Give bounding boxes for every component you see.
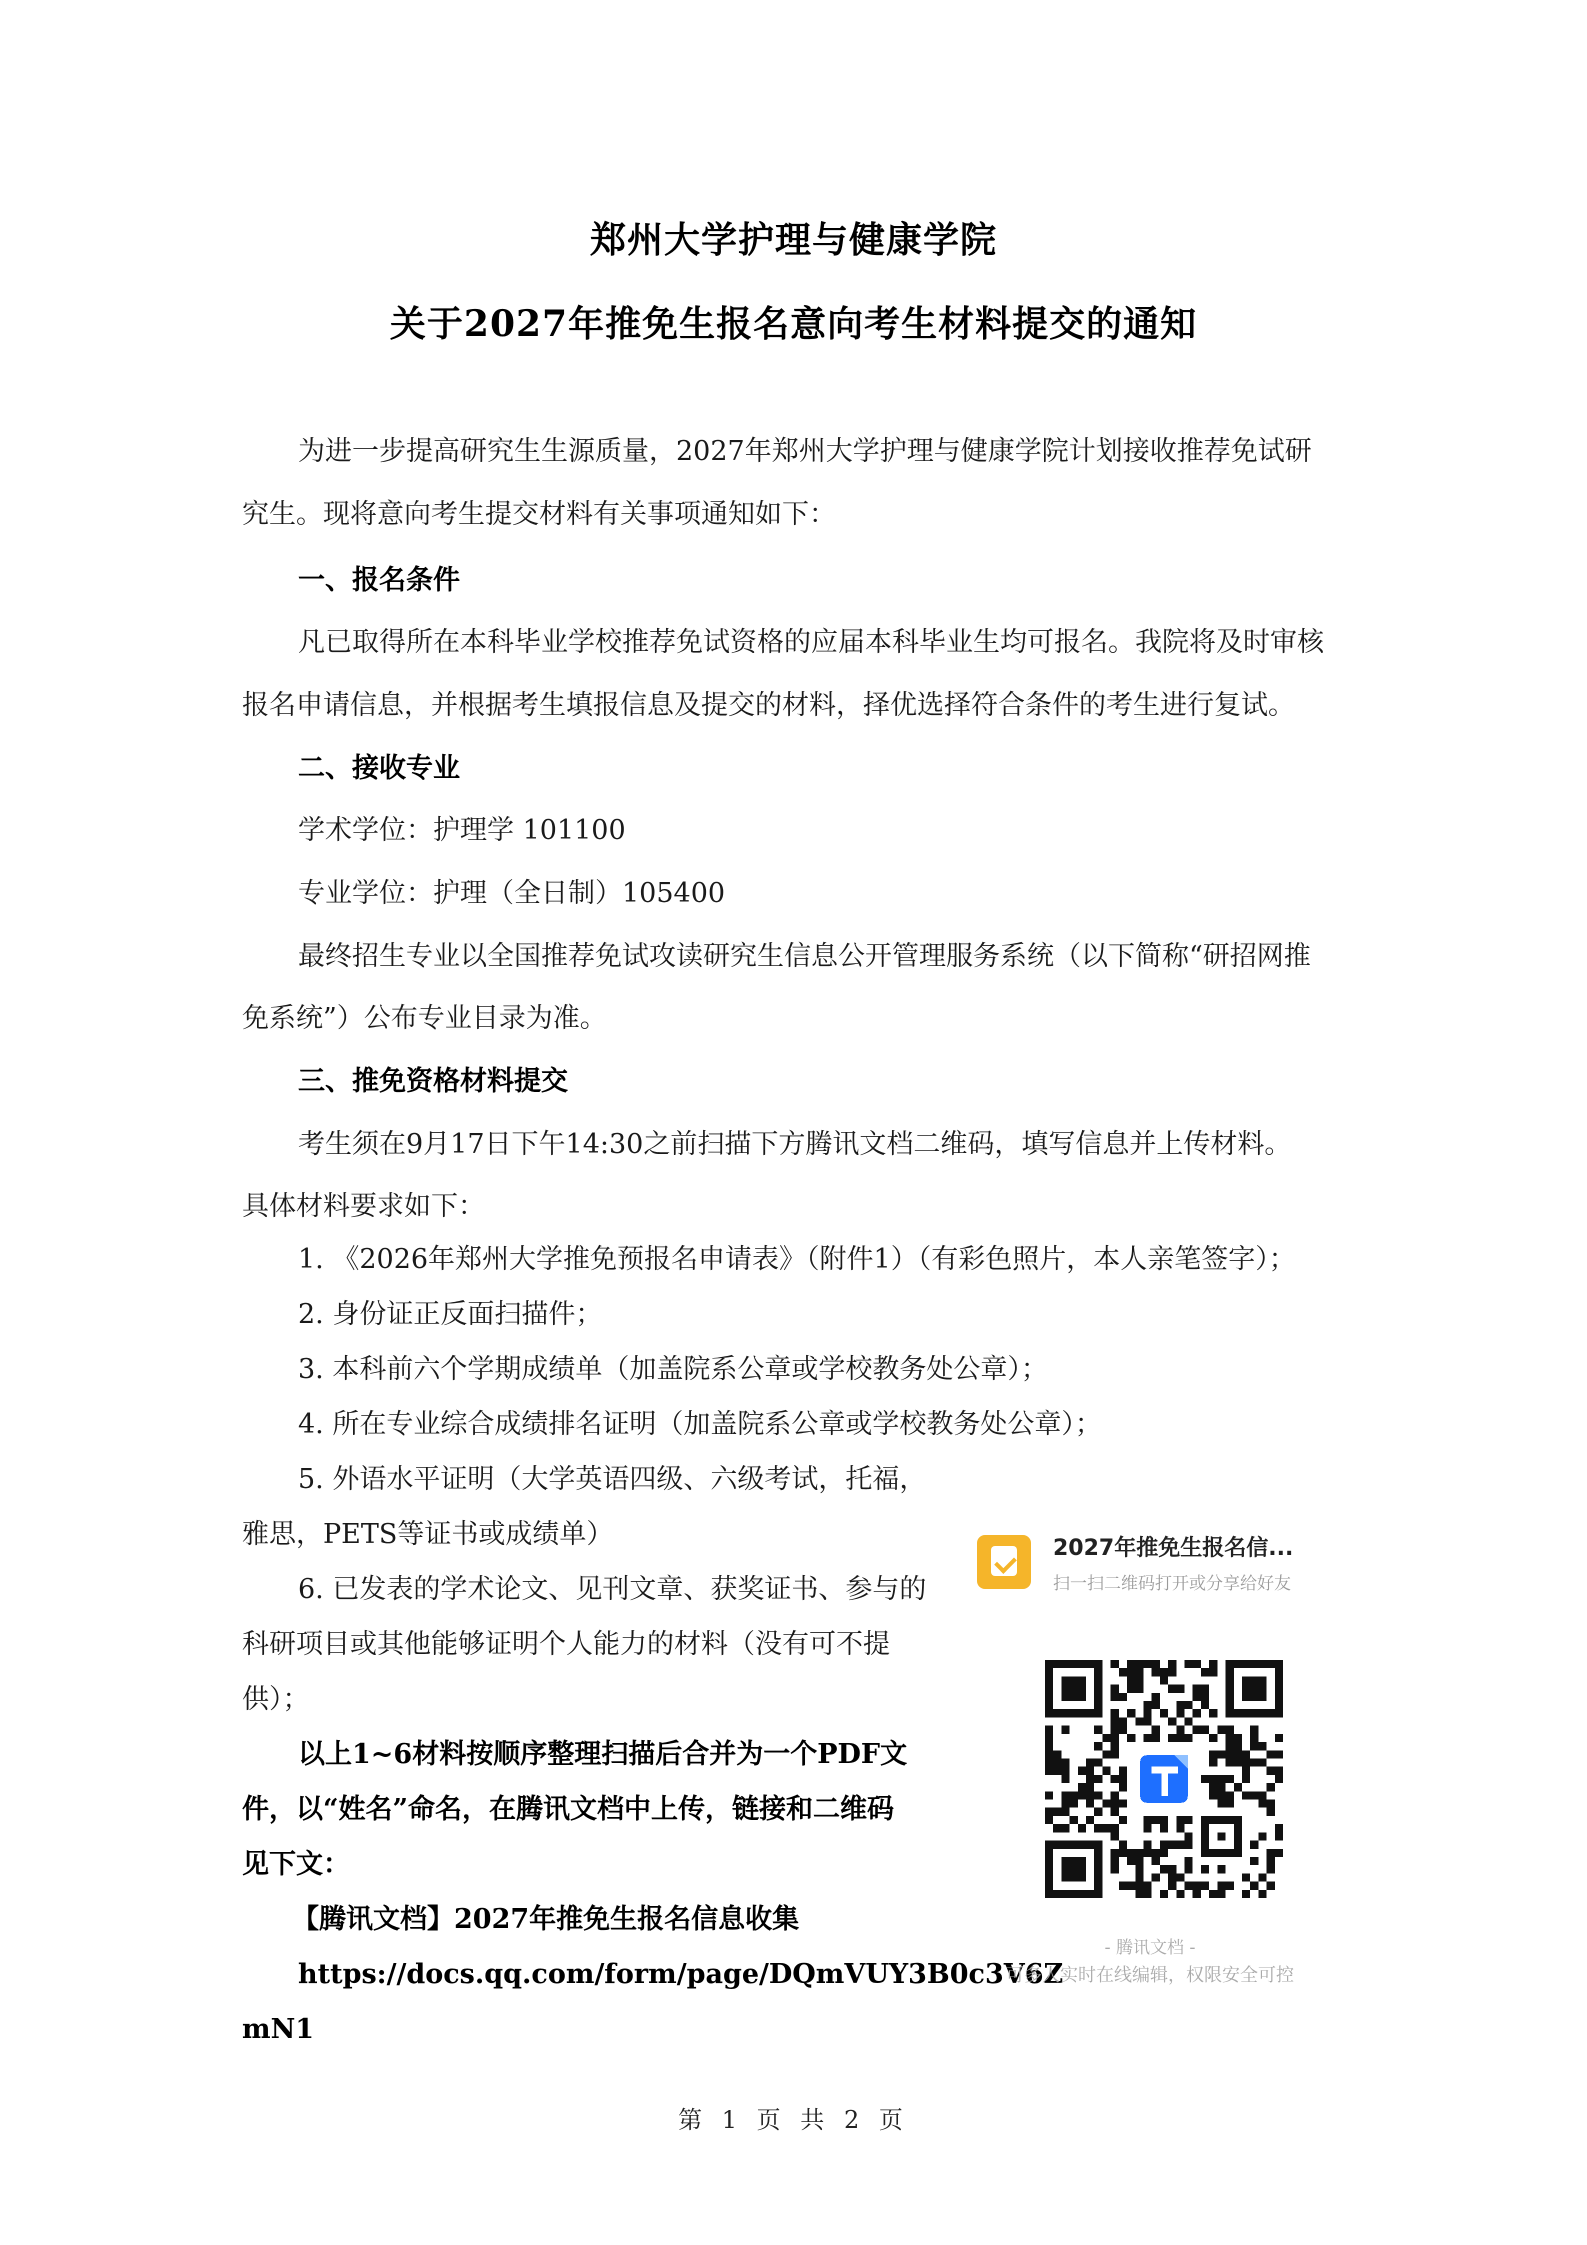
qr-share-card (965, 1515, 1335, 1995)
qr-module (1242, 1775, 1250, 1783)
qr-module (1061, 1824, 1069, 1832)
qr-module (1111, 1709, 1119, 1717)
qr-module (1111, 1742, 1119, 1750)
material-item-5-line-2: 雅思，PETS等证书或成绩单） (242, 1519, 614, 1550)
qr-module (1061, 1758, 1069, 1766)
qr-module (1234, 1750, 1242, 1758)
section-3-heading: 三、推免资格材料提交 (298, 1066, 568, 1097)
qr-module (1267, 1750, 1275, 1758)
qr-module (1111, 1685, 1119, 1693)
qr-module (1201, 1668, 1209, 1676)
qr-module (1143, 1841, 1151, 1849)
qr-module (1201, 1882, 1209, 1890)
qr-module (1160, 1709, 1168, 1717)
upload-note-line-2: 件，以“姓名”命名，在腾讯文档中上传，链接和二维码 (242, 1794, 895, 1825)
check-doc-icon (977, 1535, 1031, 1589)
qr-module (1143, 1709, 1151, 1717)
qr-module (1094, 1758, 1102, 1766)
qr-module (1234, 1758, 1242, 1766)
qr-module (1168, 1734, 1176, 1742)
qr-module (1193, 1693, 1201, 1701)
qr-module (1061, 1800, 1069, 1808)
qr-module (1152, 1726, 1160, 1734)
material-item-4: 4. 所在专业综合成绩排名证明（加盖院系公章或学校教务处公章）； (298, 1409, 1102, 1440)
qr-module (1143, 1882, 1151, 1890)
material-item-2: 2. 身份证正反面扫描件； (298, 1299, 603, 1330)
qr-module (1152, 1668, 1160, 1676)
qr-module (1242, 1750, 1250, 1758)
qr-module (1275, 1767, 1283, 1775)
qr-module (1070, 1791, 1078, 1799)
qr-module (1185, 1865, 1193, 1873)
qr-module (1226, 1882, 1234, 1890)
qr-module (1176, 1701, 1184, 1709)
document-title: 郑州大学护理与健康学院 (589, 219, 997, 261)
qr-module (1053, 1758, 1061, 1766)
qr-card-footer-brand: - 腾讯文档 - (1104, 1938, 1196, 1958)
qr-module (1250, 1791, 1258, 1799)
qr-module (1185, 1832, 1193, 1840)
qr-module (1234, 1734, 1242, 1742)
qr-module (1045, 1726, 1053, 1734)
qr-module (1160, 1676, 1168, 1684)
intro-line-1: 为进一步提高研究生生源质量，2027年郑州大学护理与健康学院计划接收推荐免试研 (298, 436, 1312, 467)
qr-module (1135, 1668, 1143, 1676)
qr-module (1152, 1734, 1160, 1742)
qr-module (1275, 1775, 1283, 1783)
qr-module (1267, 1849, 1275, 1857)
qr-module (1086, 1775, 1094, 1783)
qr-module (1143, 1734, 1151, 1742)
qr-module (1267, 1783, 1275, 1791)
qr-module (1061, 1775, 1069, 1783)
qr-module (1217, 1800, 1225, 1808)
qr-module (1111, 1800, 1119, 1808)
qr-module (1152, 1849, 1160, 1857)
qr-module (1143, 1890, 1151, 1898)
qr-module (1209, 1783, 1217, 1791)
material-item-6-line-3: 供）； (242, 1684, 310, 1715)
qr-module (1127, 1857, 1135, 1865)
qr-module (1045, 1742, 1053, 1750)
qr-module (1275, 1750, 1283, 1758)
qr-module (1152, 1701, 1160, 1709)
qr-module (1242, 1767, 1250, 1775)
qr-module (1119, 1816, 1127, 1824)
qr-module (1258, 1832, 1266, 1840)
section-1-line-1: 凡已取得所在本科毕业学校推荐免试资格的应届本科毕业生均可报名。我院将及时审核 (298, 627, 1324, 658)
qr-module (1226, 1742, 1234, 1750)
qr-module (1242, 1758, 1250, 1766)
qr-module (1275, 1849, 1283, 1857)
qr-module (1127, 1660, 1135, 1668)
qr-module (1111, 1750, 1119, 1758)
qr-card-footer-slogan: 可多人实时在线编辑，权限安全可控 (1006, 1965, 1294, 1986)
qr-module (1209, 1668, 1217, 1676)
qr-module (1250, 1841, 1258, 1849)
qr-module (1143, 1824, 1151, 1832)
qr-module (1135, 1882, 1143, 1890)
qr-module (1193, 1890, 1201, 1898)
qr-module (1209, 1750, 1217, 1758)
qr-module (1119, 1841, 1127, 1849)
qr-module (1053, 1767, 1061, 1775)
qr-module (1086, 1791, 1094, 1799)
qr-module (1111, 1832, 1119, 1840)
qr-module (1168, 1865, 1176, 1873)
qr-module (1168, 1882, 1176, 1890)
qr-module (1135, 1717, 1143, 1725)
qr-module (1209, 1734, 1217, 1742)
qr-module (1176, 1890, 1184, 1898)
page-footer: 第 1 页 共 2 页 (678, 2106, 909, 2134)
qr-module (1127, 1685, 1135, 1693)
qr-module (1102, 1767, 1110, 1775)
qr-module (1119, 1783, 1127, 1791)
qr-code[interactable] (1045, 1660, 1283, 1898)
qr-module (1209, 1890, 1217, 1898)
qr-module (1201, 1865, 1209, 1873)
qr-module (1193, 1660, 1201, 1668)
qr-module (1176, 1841, 1184, 1849)
qr-module (1176, 1816, 1184, 1824)
qr-module (1267, 1857, 1275, 1865)
qr-module (1086, 1800, 1094, 1808)
qr-module (1242, 1890, 1250, 1898)
qr-module (1217, 1890, 1225, 1898)
qr-module (1185, 1857, 1193, 1865)
qr-module (1160, 1816, 1168, 1824)
qr-module (1078, 1783, 1086, 1791)
qr-module (1094, 1775, 1102, 1783)
qr-module (1111, 1791, 1119, 1799)
qr-module (1201, 1701, 1209, 1709)
qr-module (1250, 1882, 1258, 1890)
qr-module (1217, 1882, 1225, 1890)
qr-module (1226, 1758, 1234, 1766)
qr-module (1119, 1717, 1127, 1725)
qr-module (1102, 1750, 1110, 1758)
qr-module (1185, 1816, 1193, 1824)
qr-module (1119, 1693, 1127, 1701)
tencent-doc-link-url-cont[interactable]: mN1 (242, 2014, 315, 2045)
qr-module (1111, 1717, 1119, 1725)
material-item-5-line-1: 5. 外语水平证明（大学英语四级、六级考试，托福， (298, 1464, 927, 1495)
qr-module (1119, 1849, 1127, 1857)
qr-module (1267, 1808, 1275, 1816)
qr-module (1078, 1767, 1086, 1775)
qr-module (1152, 1857, 1160, 1865)
professional-degree: 专业学位：护理（全日制）105400 (298, 878, 726, 909)
qr-module (1258, 1742, 1266, 1750)
section-2-note-1: 最终招生专业以全国推荐免试攻读研究生信息公开管理服务系统（以下简称“研招网推 (298, 941, 1311, 972)
qr-module (1209, 1660, 1217, 1668)
qr-module (1045, 1816, 1053, 1824)
qr-module (1053, 1824, 1061, 1832)
qr-module (1045, 1758, 1053, 1766)
material-item-6-line-1: 6. 已发表的学术论文、见刊文章、获奖证书、参与的 (298, 1574, 927, 1605)
deadline-line-1: 考生须在9月17日下午14:30之前扫描下方腾讯文档二维码，填写信息并上传材料。 (298, 1129, 1292, 1160)
qr-module (1135, 1865, 1143, 1873)
qr-module (1111, 1660, 1119, 1668)
qr-module (1176, 1824, 1184, 1832)
qr-module (1242, 1873, 1250, 1881)
document-subtitle: 关于2027年推免生报名意向考生材料提交的通知 (389, 303, 1198, 345)
qr-module (1070, 1800, 1078, 1808)
qr-module (1135, 1660, 1143, 1668)
intro-line-2: 究生。现将意向考生提交材料有关事项通知如下： (242, 499, 836, 530)
qr-module (1160, 1890, 1168, 1898)
qr-module (1234, 1742, 1242, 1750)
qr-module (1152, 1873, 1160, 1881)
qr-module (1078, 1824, 1086, 1832)
qr-module (1061, 1791, 1069, 1799)
qr-module (1086, 1758, 1094, 1766)
qr-module (1226, 1775, 1234, 1783)
qr-module (1258, 1791, 1266, 1799)
qr-module (1185, 1734, 1193, 1742)
qr-module (1226, 1734, 1234, 1742)
qr-module (1143, 1701, 1151, 1709)
qr-module (1176, 1873, 1184, 1881)
qr-module (1127, 1882, 1135, 1890)
qr-module (1267, 1882, 1275, 1890)
qr-module (1209, 1791, 1217, 1799)
qr-module (1135, 1890, 1143, 1898)
qr-module (1258, 1758, 1266, 1766)
qr-module (1152, 1693, 1160, 1701)
upload-note-line-1: 以上1~6材料按顺序整理扫描后合并为一个PDF文 (298, 1739, 908, 1770)
qr-module (1226, 1726, 1234, 1734)
qr-module (1160, 1824, 1168, 1832)
qr-module (1127, 1709, 1135, 1717)
qr-module (1234, 1783, 1242, 1791)
qr-module (1201, 1775, 1209, 1783)
qr-module (1267, 1865, 1275, 1873)
qr-module (1086, 1816, 1094, 1824)
qr-module (1094, 1824, 1102, 1832)
qr-module (1160, 1849, 1168, 1857)
section-2-heading: 二、接收专业 (298, 753, 460, 784)
qr-module (1127, 1734, 1135, 1742)
qr-module (1168, 1668, 1176, 1676)
qr-module (1185, 1660, 1193, 1668)
qr-module (1119, 1668, 1127, 1676)
qr-module (1185, 1841, 1193, 1849)
qr-module (1185, 1882, 1193, 1890)
qr-module (1250, 1742, 1258, 1750)
qr-module (1086, 1783, 1094, 1791)
qr-module (1209, 1758, 1217, 1766)
qr-module (1119, 1767, 1127, 1775)
qr-module (1127, 1849, 1135, 1857)
qr-module (1111, 1849, 1119, 1857)
section-1-heading: 一、报名条件 (298, 565, 460, 596)
qr-module (1242, 1791, 1250, 1799)
qr-module (1275, 1824, 1283, 1832)
qr-module (1201, 1726, 1209, 1734)
qr-module (1053, 1808, 1061, 1816)
qr-module (1185, 1717, 1193, 1725)
qr-module (1267, 1800, 1275, 1808)
qr-module (1217, 1775, 1225, 1783)
qr-module (1119, 1882, 1127, 1890)
qr-module (1152, 1660, 1160, 1668)
qr-module (1168, 1873, 1176, 1881)
qr-module (1209, 1775, 1217, 1783)
qr-module (1045, 1791, 1053, 1799)
qr-module (1102, 1734, 1110, 1742)
deadline-line-2: 具体材料要求如下： (242, 1191, 485, 1222)
qr-module (1160, 1668, 1168, 1676)
qr-module (1111, 1693, 1119, 1701)
qr-module (1217, 1726, 1225, 1734)
qr-module (1168, 1717, 1176, 1725)
qr-card-subtitle: 扫一扫二维码打开或分享给好友 (1053, 1574, 1291, 1594)
qr-module (1267, 1767, 1275, 1775)
qr-module (1258, 1890, 1266, 1898)
qr-module (1078, 1791, 1086, 1799)
qr-module (1258, 1873, 1266, 1881)
qr-module (1143, 1849, 1151, 1857)
qr-module (1111, 1808, 1119, 1816)
qr-module (1275, 1832, 1283, 1840)
qr-module (1193, 1726, 1201, 1734)
qr-module (1168, 1660, 1176, 1668)
qr-module (1250, 1734, 1258, 1742)
qr-module (1217, 1865, 1225, 1873)
qr-module (1209, 1709, 1217, 1717)
qr-module (1193, 1709, 1201, 1717)
qr-module (1094, 1791, 1102, 1799)
qr-module (1061, 1767, 1069, 1775)
qr-module (1061, 1808, 1069, 1816)
qr-module (1111, 1734, 1119, 1742)
material-item-1: 1. 《2026年郑州大学推免预报名申请表》（附件1）（有彩色照片，本人亲笔签字）； (298, 1244, 1296, 1275)
qr-module (1094, 1726, 1102, 1734)
qr-module (1185, 1701, 1193, 1709)
tencent-doc-link-url[interactable]: https://docs.qq.com/form/page/DQmVUY3B0c3V6Z (298, 1959, 1064, 1990)
qr-module (1226, 1750, 1234, 1758)
qr-module (1111, 1824, 1119, 1832)
qr-module (1135, 1849, 1143, 1857)
qr-module (1152, 1816, 1160, 1824)
qr-module (1160, 1841, 1168, 1849)
qr-module (1111, 1726, 1119, 1734)
qr-module (1111, 1865, 1119, 1873)
qr-module (1111, 1775, 1119, 1783)
material-item-6-line-2: 科研项目或其他能够证明个人能力的材料（没有可不提 (242, 1629, 890, 1660)
qr-module (1217, 1791, 1225, 1799)
upload-note-line-3: 见下文： (242, 1849, 350, 1880)
qr-module (1201, 1693, 1209, 1701)
qr-module (1094, 1742, 1102, 1750)
qr-module (1176, 1685, 1184, 1693)
qr-module (1086, 1767, 1094, 1775)
qr-module (1226, 1800, 1234, 1808)
qr-module (1193, 1685, 1201, 1693)
qr-module (1135, 1676, 1143, 1684)
section-1-line-2: 报名申请信息，并根据考生填报信息及提交的材料，择优选择符合条件的考生进行复试。 (242, 690, 1295, 721)
qr-module (1094, 1808, 1102, 1816)
qr-module (1143, 1816, 1151, 1824)
qr-module (1275, 1734, 1283, 1742)
qr-module (1193, 1882, 1201, 1890)
qr-module (1119, 1775, 1127, 1783)
academic-degree: 学术学位：护理学 101100 (298, 815, 626, 846)
qr-module (1070, 1816, 1078, 1824)
qr-module (1111, 1857, 1119, 1865)
qr-module (1217, 1750, 1225, 1758)
material-item-3: 3. 本科前六个学期成绩单（加盖院系公章或学校教务处公章）； (298, 1354, 1048, 1385)
qr-module (1102, 1824, 1110, 1832)
qr-module (1045, 1750, 1053, 1758)
qr-module (1135, 1857, 1143, 1865)
qr-module (1250, 1857, 1258, 1865)
qr-module (1143, 1660, 1151, 1668)
qr-module (1250, 1726, 1258, 1734)
qr-module (1176, 1726, 1184, 1734)
qr-module (1135, 1685, 1143, 1693)
qr-module (1127, 1676, 1135, 1684)
qr-module (1201, 1685, 1209, 1693)
qr-module (1168, 1841, 1176, 1849)
qr-module (1045, 1767, 1053, 1775)
qr-module (1143, 1717, 1151, 1725)
qr-module (1061, 1726, 1069, 1734)
qr-module (1053, 1750, 1061, 1758)
qr-module (1045, 1734, 1053, 1742)
qr-module (1226, 1791, 1234, 1799)
qr-module (1119, 1800, 1127, 1808)
qr-card-title: 2027年推免生报名信... (1053, 1536, 1294, 1561)
qr-module (1045, 1808, 1053, 1816)
qr-module (1135, 1873, 1143, 1881)
qr-module (1176, 1734, 1184, 1742)
qr-module (1127, 1668, 1135, 1676)
qr-module (1119, 1726, 1127, 1734)
qr-module (1258, 1800, 1266, 1808)
qr-module (1217, 1783, 1225, 1791)
qr-module (1168, 1685, 1176, 1693)
section-2-note-2: 免系统”）公布专业目录为准。 (242, 1003, 607, 1034)
qr-module (1250, 1758, 1258, 1766)
tencent-doc-link-label: 【腾讯文档】2027年推免生报名信息收集 (292, 1904, 800, 1935)
qr-module (1102, 1800, 1110, 1808)
qr-module (1160, 1865, 1168, 1873)
qr-module (1176, 1709, 1184, 1717)
